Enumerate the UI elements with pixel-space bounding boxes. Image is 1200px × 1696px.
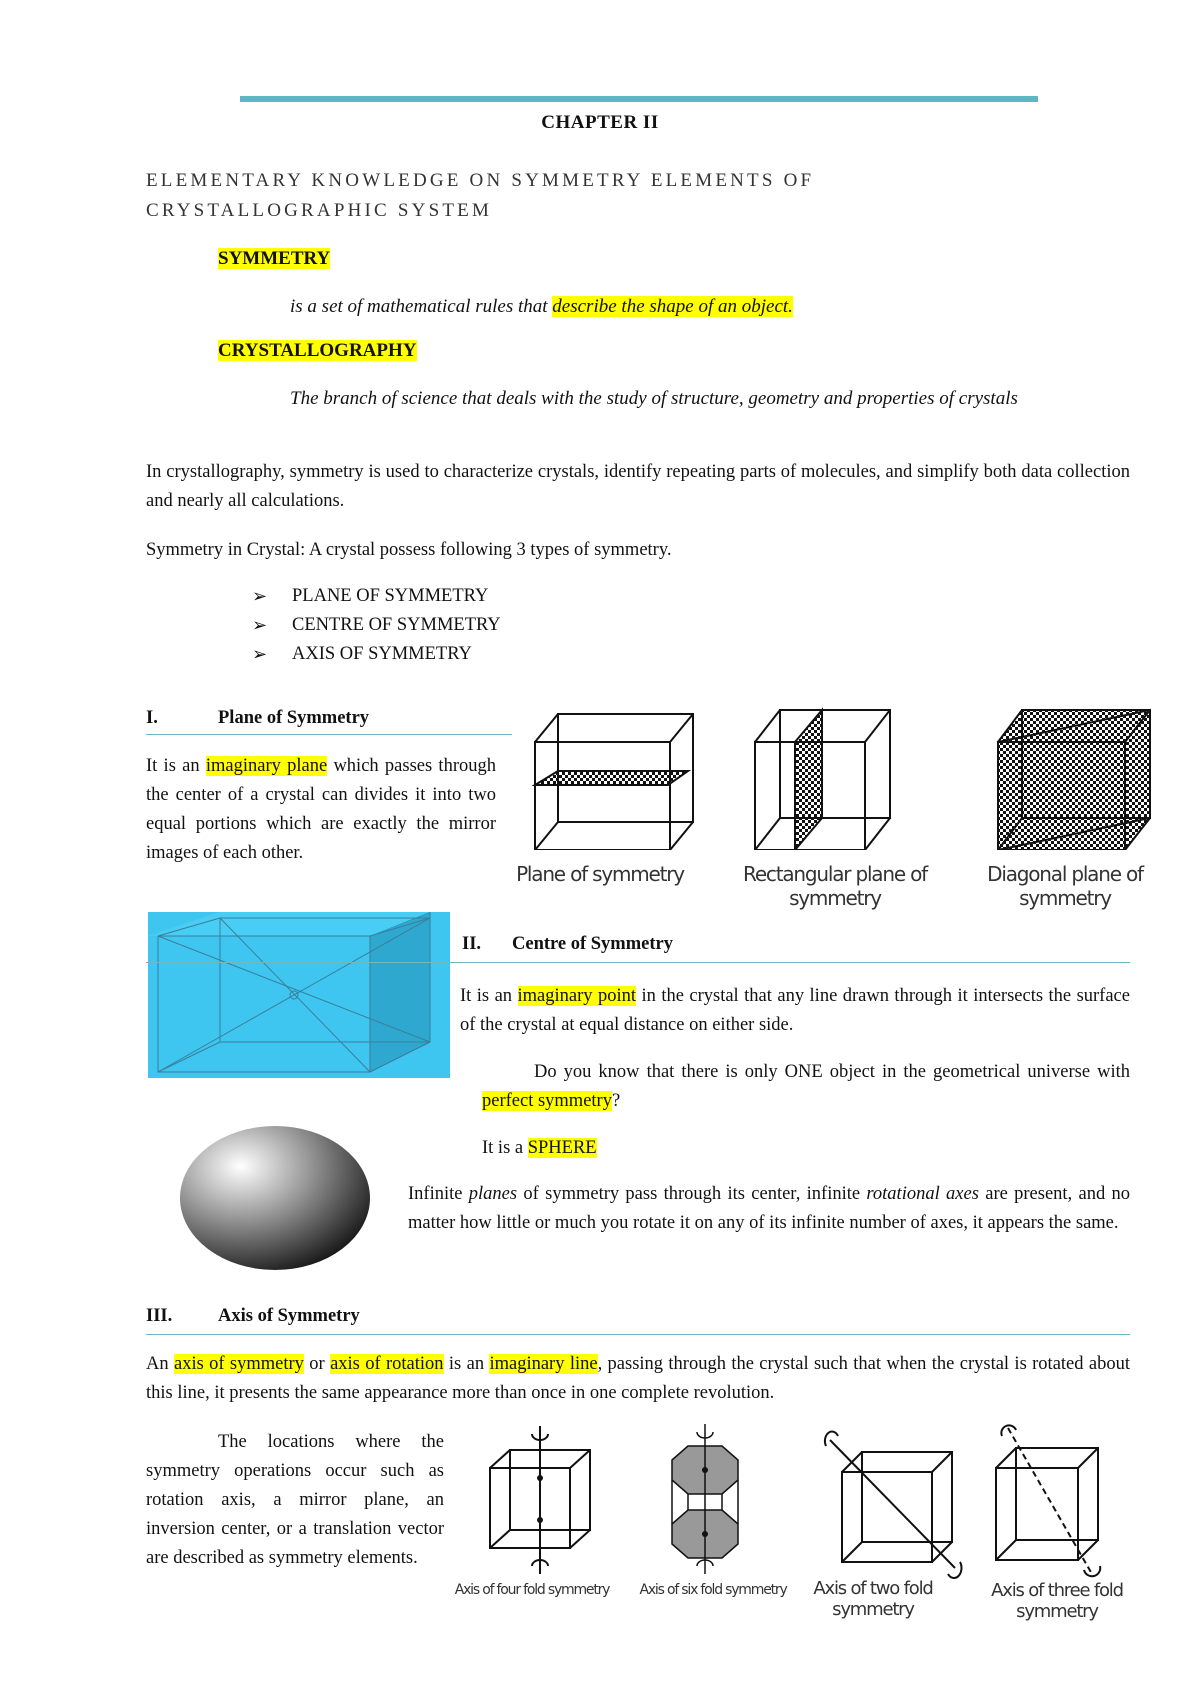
sphere-answer: It is a SPHERE: [482, 1138, 597, 1158]
horizontal-plane-cube: [535, 714, 693, 850]
caption-three-fold: Axis of three fold symmetry: [991, 1580, 1123, 1622]
six-fold-axis-prism: [672, 1424, 738, 1574]
list-item: ➢ AXIS OF SYMMETRY: [252, 640, 501, 669]
four-fold-axis-cube: [490, 1426, 590, 1574]
sphere-description: Infinite planes of symmetry pass through its center, infinite rotational axes are present, and no matter how little or much you rotate it on any of its infinite number of axes, it appears the same.: [408, 1184, 1131, 1233]
caption-diagonal-plane: Diagonal plane of symmetry: [987, 862, 1143, 910]
term-crystallography: CRYSTALLOGRAPHY: [218, 340, 417, 361]
list-item: ➢ PLANE OF SYMMETRY: [252, 582, 501, 611]
symmetry-elements-text: The locations where the symmetry operations occur such as rotation axis, a mirror plane, an inversion center, or a translation vector are described as symmetry elements.: [146, 1432, 444, 1568]
chapter-title: CHAPTER II: [541, 112, 659, 133]
plane-figures: [520, 700, 1160, 850]
section1-text: It is an imaginary plane which passes through the center of a crystal can divides it into two equal portions which are exactly the mirror images of each other.: [146, 756, 496, 863]
rectangular-plane-cube: [755, 710, 890, 850]
section2-title: Centre of Symmetry: [512, 934, 673, 954]
sphere-figure: [178, 1124, 372, 1272]
diagonal-plane-cube: [998, 710, 1150, 850]
section3-number: III.: [146, 1306, 173, 1326]
term-symmetry: SYMMETRY: [218, 248, 331, 269]
list-item: ➢ CENTRE OF SYMMETRY: [252, 611, 501, 640]
top-rule: [240, 96, 1038, 102]
caption-rectangular-plane: Rectangular plane of symmetry: [743, 862, 927, 910]
sphere-question: Do you know that there is only ONE object in the geometrical universe with perfect symmetry?: [482, 1062, 1130, 1111]
caption-two-fold: Axis of two fold symmetry: [813, 1578, 933, 1620]
definition-symmetry: is a set of mathematical rules that describe the shape of an object.: [290, 296, 793, 317]
section2-text: It is an imaginary point in the crystal that any line drawn through it intersects the surface of the crystal at equal distance on either side.: [460, 986, 1130, 1035]
caption-six-fold: Axis of six fold symmetry: [639, 1582, 787, 1598]
section1-number: I.: [146, 708, 158, 728]
arrow-bullet-icon: ➢: [252, 586, 268, 607]
section3-text: An axis of symmetry or axis of rotation is an imaginary line, passing through the crystal such that when the crystal is rotated about this line, it presents the same appearance more than once in one complete revolution.: [146, 1354, 1130, 1403]
types-list: [252, 582, 501, 669]
definition-crystallography: The branch of science that deals with the study of structure, geometry and properties of crystals: [290, 388, 1018, 409]
caption-plane: Plane of symmetry: [516, 862, 684, 886]
section2-rule: [146, 962, 1130, 963]
two-fold-axis-cube: [825, 1432, 962, 1578]
section1-rule: [146, 734, 512, 735]
arrow-bullet-icon: ➢: [252, 615, 268, 636]
three-fold-axis-cube: [996, 1425, 1100, 1576]
prism-figure: [148, 912, 450, 1078]
section1-title: Plane of Symmetry: [218, 708, 370, 728]
section3-title: Axis of Symmetry: [218, 1306, 360, 1326]
chapter-subtitle: ELEMENTARY KNOWLEDGE ON SYMMETRY ELEMENTS OF CRYSTALLOGRAPHIC SYSTEM: [146, 170, 815, 221]
caption-four-fold: Axis of four fold symmetry: [454, 1582, 610, 1598]
arrow-bullet-icon: ➢: [252, 644, 268, 665]
axis-figures: [460, 1420, 1140, 1580]
intro-paragraph: In crystallography, symmetry is used to characterize crystals, identify repeating parts of molecules, and simplify both data collection and nearly all calculations.: [146, 462, 1130, 511]
section3-rule: [146, 1334, 1130, 1335]
types-intro: Symmetry in Crystal: A crystal possess following 3 types of symmetry.: [146, 540, 672, 560]
section2-number: II.: [462, 934, 482, 954]
